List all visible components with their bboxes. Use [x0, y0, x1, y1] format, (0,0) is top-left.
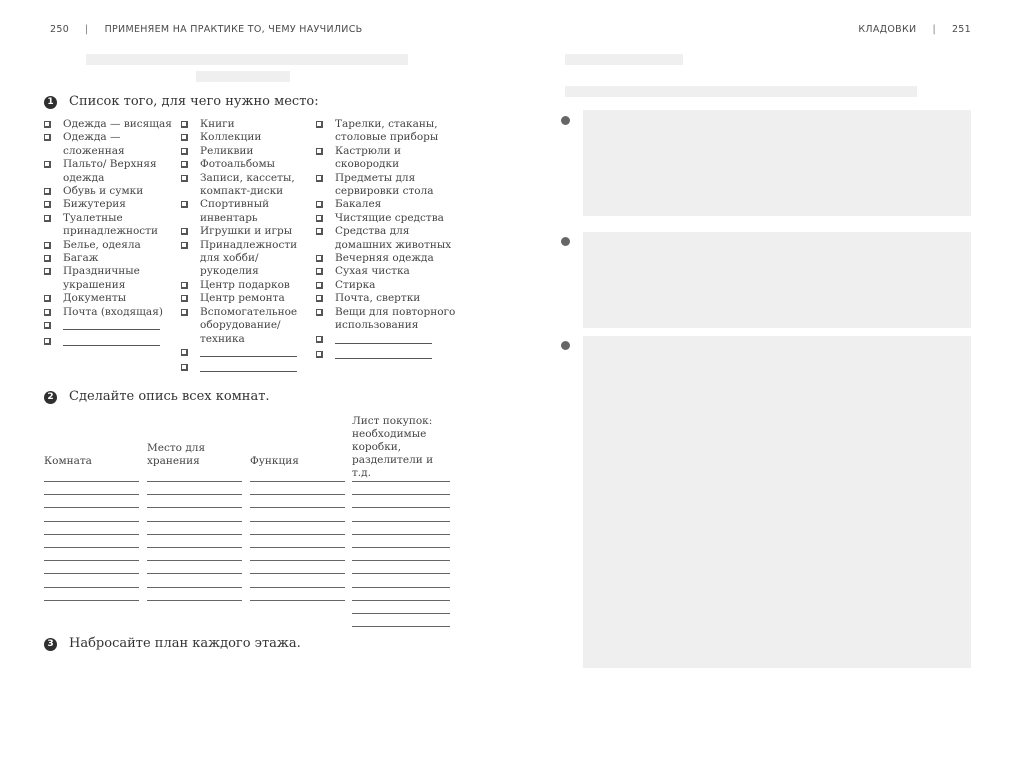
checkbox-icon[interactable]: [181, 309, 188, 316]
left-running-title: ПРИМЕНЯЕМ НА ПРАКТИКЕ ТО, ЧЕМУ НАУЧИЛИСЬ: [104, 24, 363, 35]
section2-title: Сделайте опись всех комнат.: [69, 389, 270, 404]
checkbox-icon[interactable]: [181, 242, 188, 249]
checklist-item-label: Почта (входящая): [63, 305, 163, 318]
checkbox-icon[interactable]: [181, 201, 188, 208]
checkbox-icon[interactable]: [181, 349, 188, 356]
checklist-item-label: Записи, кассеты, компакт-диски: [200, 171, 295, 198]
bullet-2: [561, 237, 570, 246]
section3-title: Набросайте план каждого этажа.: [69, 636, 301, 651]
checklist-column-3: [316, 118, 456, 363]
faded-bleed-intro: [565, 86, 917, 97]
checkbox-icon[interactable]: [181, 134, 188, 141]
checkbox-icon[interactable]: [316, 255, 323, 262]
table-write-in-line[interactable]: [250, 507, 345, 508]
checklist-blank-item: [316, 348, 456, 363]
checklist-item: [316, 225, 456, 252]
checklist-item-label: Реликвии: [200, 144, 254, 157]
checklist-item: [181, 158, 306, 171]
checklist-item-label: Игрушки и игры: [200, 225, 293, 238]
table-write-in-line[interactable]: [352, 587, 450, 588]
checklist-item: [181, 225, 306, 238]
table-write-in-line[interactable]: [44, 494, 139, 495]
checklist-item-label: Вечерняя одежда: [335, 252, 434, 265]
table-write-in-line[interactable]: [352, 600, 450, 601]
table-write-in-line[interactable]: [147, 494, 242, 495]
checklist-item-label: Книги: [200, 118, 235, 130]
checklist-item-label: Спортивный инвентарь: [200, 198, 270, 224]
table-write-in-line[interactable]: [147, 600, 242, 601]
checklist-item-label: Тарелки, стаканы, столовые приборы: [335, 118, 439, 144]
right-running-title: КЛАДОВКИ: [858, 24, 917, 35]
table-write-in-line[interactable]: [44, 600, 139, 601]
checklist-item-label: Центр подарков: [200, 278, 290, 291]
checklist-item-label: Бижутерия: [63, 198, 126, 211]
checklist-item-label: Документы: [63, 292, 127, 305]
table-write-in-line[interactable]: [147, 521, 242, 522]
faded-bleed-paragraph-3: [583, 336, 971, 668]
checklist-item-label: Центр ремонта: [200, 292, 285, 305]
checkbox-icon[interactable]: [44, 121, 51, 128]
table-write-in-line[interactable]: [147, 507, 242, 508]
checklist-item: [44, 252, 174, 265]
checklist-item: [316, 265, 456, 278]
checklist-item: [316, 198, 456, 211]
right-page: [515, 0, 1029, 767]
table-write-in-line[interactable]: [147, 587, 242, 588]
checklist-item: [181, 279, 306, 292]
checkbox-icon[interactable]: [316, 351, 323, 358]
table-write-in-line[interactable]: [44, 521, 139, 522]
table-write-in-line[interactable]: [44, 587, 139, 588]
checkbox-icon[interactable]: [44, 309, 51, 316]
table-header-room: Комната: [44, 455, 92, 467]
checklist-item: [181, 145, 306, 158]
table-write-in-line[interactable]: [44, 507, 139, 508]
checklist-item: [44, 198, 174, 211]
table-write-in-line[interactable]: [44, 534, 139, 535]
section2-heading: [44, 389, 270, 404]
checklist-item-label: Белье, одеяла: [63, 238, 141, 251]
table-write-in-line[interactable]: [44, 573, 139, 574]
checkbox-icon[interactable]: [181, 228, 188, 235]
checklist-item: [44, 212, 174, 239]
table-write-in-line[interactable]: [147, 560, 242, 561]
table-header-function: Функция: [250, 455, 299, 467]
table-write-in-line[interactable]: [352, 613, 450, 614]
checkbox-icon[interactable]: [181, 282, 188, 289]
table-write-in-line[interactable]: [250, 494, 345, 495]
table-write-in-line[interactable]: [250, 600, 345, 601]
checklist-item: [181, 239, 306, 279]
checklist-item: [181, 172, 306, 199]
checklist-item: [44, 306, 174, 319]
checklist-item: [181, 198, 306, 225]
checklist-item-label: Принадлежности для хобби/ рукоделия: [200, 238, 298, 278]
blank-write-in-line[interactable]: [200, 361, 297, 372]
checklist-column-2: [181, 118, 306, 377]
checkbox-icon[interactable]: [316, 201, 323, 208]
checklist-item-label: Стирка: [335, 278, 376, 291]
section1-number: 1: [44, 96, 57, 109]
table-write-in-line[interactable]: [250, 521, 345, 522]
blank-write-in-line[interactable]: [63, 335, 160, 346]
checkbox-icon[interactable]: [316, 121, 323, 128]
faded-bleed-paragraph-2: [583, 232, 971, 328]
checklist-item: [316, 292, 456, 305]
table-write-in-line[interactable]: [250, 481, 345, 482]
section1-title: Список того, для чего нужно место:: [69, 94, 319, 109]
table-write-in-line[interactable]: [250, 587, 345, 588]
section1-heading: [44, 94, 319, 109]
checklist-item: [44, 265, 174, 292]
checkbox-icon[interactable]: [44, 322, 51, 329]
checklist-item-label: Чистящие средства: [335, 211, 444, 224]
checklist-item-label: Обувь и сумки: [63, 185, 144, 198]
checkbox-icon[interactable]: [44, 161, 51, 168]
checklist-item-label: Сухая чистка: [335, 265, 410, 278]
checklist-item: [181, 131, 306, 144]
checklist-item: [44, 185, 174, 198]
table-write-in-line[interactable]: [352, 573, 450, 574]
section3-number: 3: [44, 638, 57, 651]
checklist-item-label: Одежда — висящая: [63, 118, 172, 130]
blank-write-in-line[interactable]: [200, 346, 297, 357]
checklist-item: [316, 279, 456, 292]
checklist-blank-item: [44, 335, 174, 350]
table-write-in-line[interactable]: [352, 547, 450, 548]
faded-bleed-title: [86, 54, 408, 65]
checklist-item: [44, 239, 174, 252]
checkbox-icon[interactable]: [181, 121, 188, 128]
bullet-1: [561, 116, 570, 125]
blank-write-in-line[interactable]: [335, 348, 432, 359]
checklist-item-label: Туалетные принадлежности: [63, 211, 158, 238]
checkbox-icon[interactable]: [316, 175, 323, 182]
checkbox-icon[interactable]: [181, 295, 188, 302]
checkbox-icon[interactable]: [44, 188, 51, 195]
checklist-item: [44, 158, 174, 185]
checklist-blank-item: [181, 361, 306, 376]
table-write-in-line[interactable]: [147, 547, 242, 548]
checklist-item-label: Средства для домашних животных: [335, 225, 452, 251]
checklist-blank-item: [181, 346, 306, 361]
table-write-in-line[interactable]: [352, 560, 450, 561]
checkbox-icon[interactable]: [44, 268, 51, 275]
table-write-in-line[interactable]: [147, 481, 242, 482]
checkbox-icon[interactable]: [44, 255, 51, 262]
table-write-in-line[interactable]: [352, 521, 450, 522]
checkbox-icon[interactable]: [316, 148, 323, 155]
checklist-item-label: Коллекции: [200, 131, 262, 144]
blank-write-in-line[interactable]: [335, 333, 432, 344]
table-write-in-line[interactable]: [250, 534, 345, 535]
faded-bleed-paragraph-1: [583, 110, 971, 216]
checkbox-icon[interactable]: [44, 295, 51, 302]
checklist-item-label: Одежда — сложенная: [63, 131, 125, 157]
checklist-item: [44, 118, 174, 131]
left-page-number: 250: [50, 24, 70, 35]
checkbox-icon[interactable]: [44, 242, 51, 249]
checkbox-icon[interactable]: [44, 338, 51, 345]
checklist-item: [316, 145, 456, 172]
checklist-item: [181, 292, 306, 305]
checkbox-icon[interactable]: [316, 336, 323, 343]
table-write-in-line[interactable]: [352, 534, 450, 535]
checklist-item: [316, 306, 456, 333]
table-write-in-line[interactable]: [352, 481, 450, 482]
checklist-item: [316, 118, 456, 145]
checkbox-icon[interactable]: [181, 364, 188, 371]
left-running-head: 250 | ПРИМЕНЯЕМ НА ПРАКТИКЕ ТО, ЧЕМУ НАУЧИЛИСЬ: [50, 24, 363, 35]
checkbox-icon[interactable]: [316, 215, 323, 222]
table-write-in-line[interactable]: [250, 573, 345, 574]
checklist-item-label: Пальто/ Верхняя одежда: [63, 158, 157, 184]
table-write-in-line[interactable]: [352, 626, 450, 627]
checklist-item-label: Кастрюли и сковородки: [335, 144, 401, 171]
checkbox-icon[interactable]: [44, 201, 51, 208]
table-write-in-line[interactable]: [352, 507, 450, 508]
checklist-item-label: Багаж: [63, 252, 99, 265]
table-header-storage: Место для хранения: [147, 442, 206, 467]
table-write-in-line[interactable]: [44, 481, 139, 482]
checklist-item: [316, 212, 456, 225]
checkbox-icon[interactable]: [44, 215, 51, 222]
blank-write-in-line[interactable]: [63, 319, 160, 330]
checklist-item-label: Предметы для сервировки стола: [335, 171, 434, 198]
checklist-item-label: Вспомогательное оборудование/ техника: [200, 305, 298, 345]
checklist-item-label: Бакалея: [335, 198, 382, 211]
checkbox-icon[interactable]: [44, 134, 51, 141]
checkbox-icon[interactable]: [316, 295, 323, 302]
checkbox-icon[interactable]: [316, 268, 323, 275]
table-header-shopping-list: Лист покупок: необходимые коробки, разделители и т.д.: [352, 415, 434, 479]
faded-bleed-subtitle: [196, 71, 290, 82]
checkbox-icon[interactable]: [181, 148, 188, 155]
table-write-in-line[interactable]: [147, 573, 242, 574]
right-page-number: 251: [951, 24, 971, 35]
table-write-in-line[interactable]: [44, 547, 139, 548]
checklist-item: [316, 252, 456, 265]
checklist-item: [44, 131, 174, 158]
checkbox-icon[interactable]: [316, 228, 323, 235]
checklist-item-label: Почта, свертки: [335, 292, 421, 305]
checklist-column-1: [44, 118, 174, 350]
checklist-item-label: Праздничные украшения: [63, 265, 140, 291]
table-write-in-line[interactable]: [352, 494, 450, 495]
right-running-head: КЛАДОВКИ | 251: [858, 24, 971, 35]
checklist-item: [316, 172, 456, 199]
bullet-3: [561, 341, 570, 350]
checklist-item: [44, 292, 174, 305]
checkbox-icon[interactable]: [181, 161, 188, 168]
section2-number: 2: [44, 391, 57, 404]
faded-bleed-heading: [565, 54, 683, 65]
table-write-in-line[interactable]: [44, 560, 139, 561]
checklist-item-label: Фотоальбомы: [200, 158, 275, 171]
checkbox-icon[interactable]: [181, 175, 188, 182]
checklist-blank-item: [44, 319, 174, 334]
checkbox-icon[interactable]: [316, 309, 323, 316]
checkbox-icon[interactable]: [316, 282, 323, 289]
table-write-in-line[interactable]: [250, 560, 345, 561]
checklist-blank-item: [316, 333, 456, 348]
section3-heading: [44, 636, 301, 651]
table-write-in-line[interactable]: [147, 534, 242, 535]
checklist-item: [181, 118, 306, 131]
checklist-item-label: Вещи для повторного использования: [335, 305, 456, 332]
table-write-in-line[interactable]: [250, 547, 345, 548]
checklist-item: [181, 306, 306, 346]
